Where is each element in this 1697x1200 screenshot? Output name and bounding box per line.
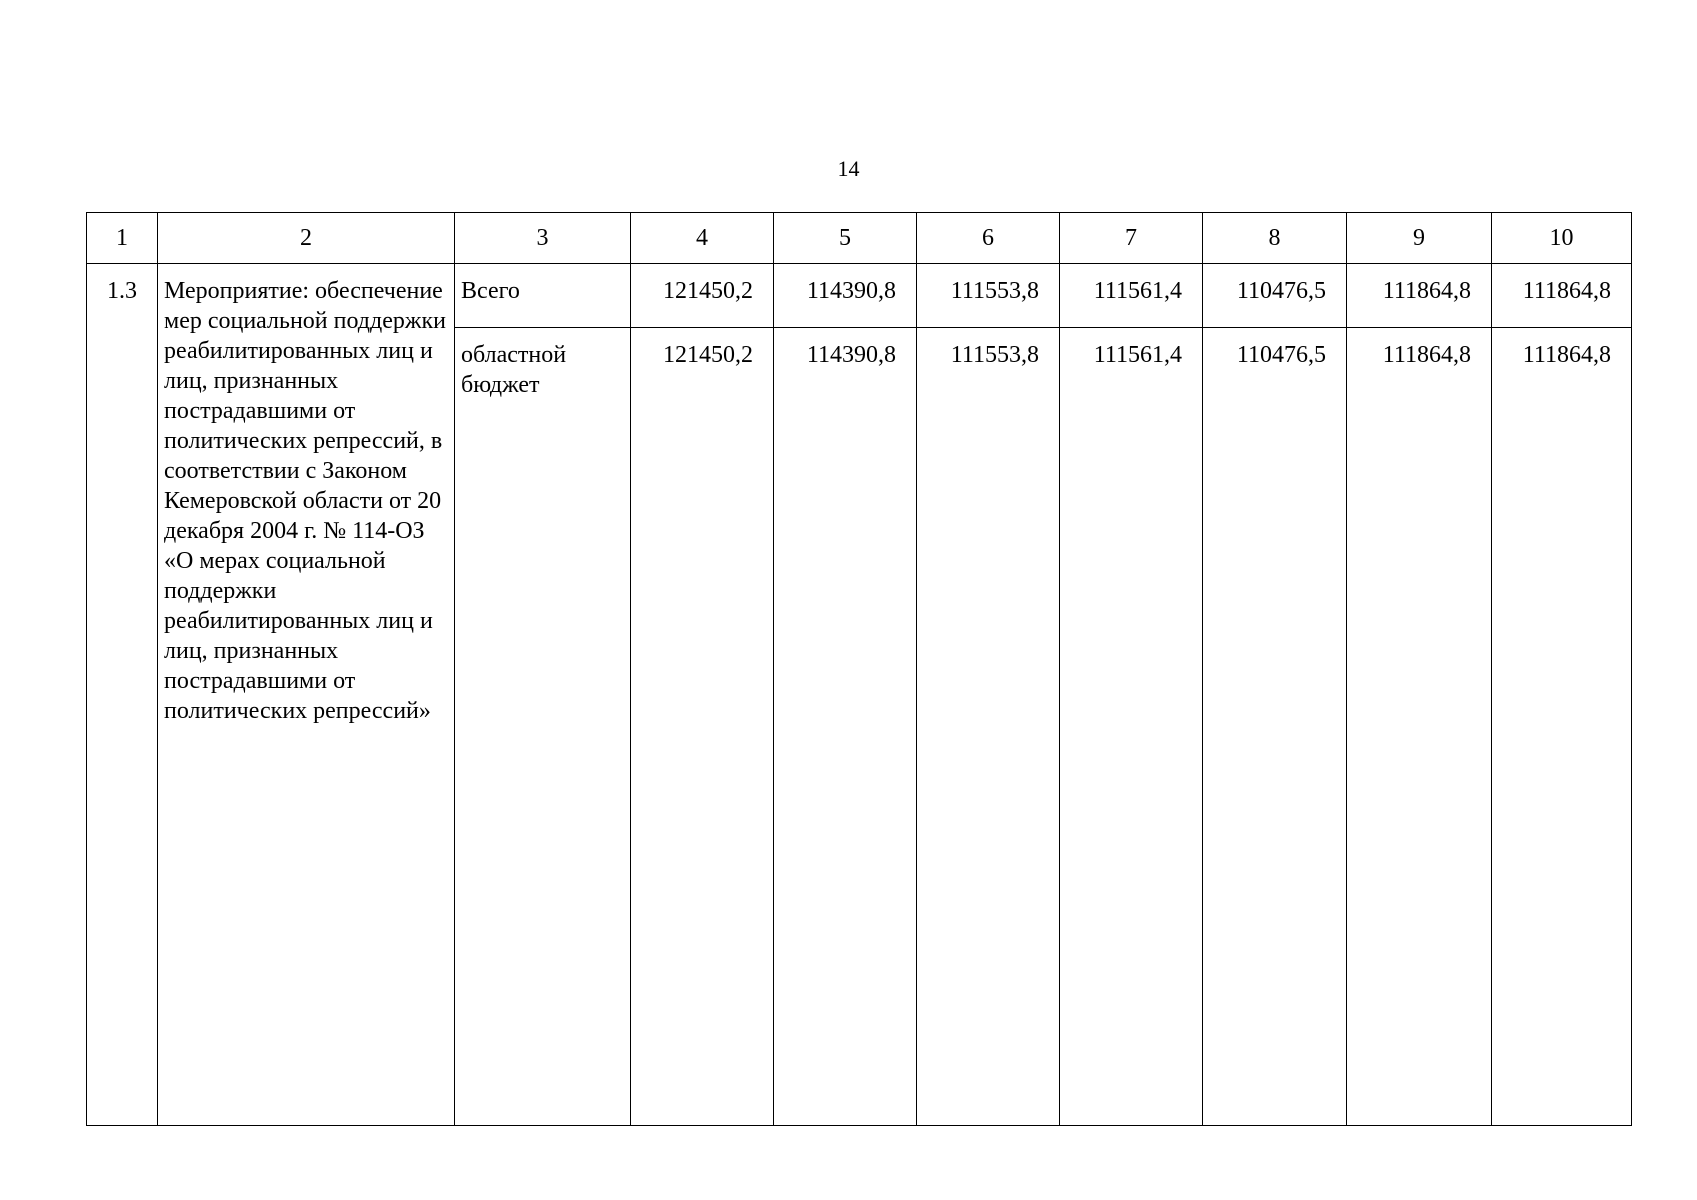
value-cell: 111864,8 xyxy=(1492,328,1632,1126)
table-row-total xyxy=(87,264,1632,328)
page-number: 14 xyxy=(837,156,860,181)
value-cell: 111864,8 xyxy=(1347,328,1492,1126)
value-cell: 111553,8 xyxy=(917,264,1060,328)
header-cell: 4 xyxy=(631,213,774,264)
header-cell: 3 xyxy=(455,213,631,264)
value-cell: 111561,4 xyxy=(1060,328,1203,1126)
table-header-row xyxy=(87,213,1632,264)
value-cell: 110476,5 xyxy=(1203,264,1347,328)
header-cell: 1 xyxy=(87,213,158,264)
value-cell: 121450,2 xyxy=(631,328,774,1126)
header-cell: 6 xyxy=(917,213,1060,264)
row-description-cell: Мероприятие: обеспечение мер социальной поддержки реабилитированных лиц и лиц, признанных пострадавшими от политических репрессий, в соответствии с Законом Кемеровской области от 20 декабря 2004 г. № 114-ОЗ «О мерах социальной поддержки реабилитированных лиц и лиц, признанных пострадавшими от политических репрессий» xyxy=(158,264,455,1126)
header-cell: 9 xyxy=(1347,213,1492,264)
header-cell: 2 xyxy=(158,213,455,264)
value-cell: 111864,8 xyxy=(1347,264,1492,328)
budget-table xyxy=(86,212,1632,1126)
header-cell: 8 xyxy=(1203,213,1347,264)
value-cell: 111864,8 xyxy=(1492,264,1632,328)
value-cell: 111561,4 xyxy=(1060,264,1203,328)
value-cell: 114390,8 xyxy=(774,328,917,1126)
header-cell: 7 xyxy=(1060,213,1203,264)
value-cell: 114390,8 xyxy=(774,264,917,328)
header-cell: 10 xyxy=(1492,213,1632,264)
header-cell: 5 xyxy=(774,213,917,264)
source-regional-cell: областной бюджет xyxy=(455,328,631,1126)
source-total-cell: Всего xyxy=(455,264,631,328)
value-cell: 121450,2 xyxy=(631,264,774,328)
value-cell: 111553,8 xyxy=(917,328,1060,1126)
row-id-cell: 1.3 xyxy=(87,264,158,1126)
value-cell: 110476,5 xyxy=(1203,328,1347,1126)
